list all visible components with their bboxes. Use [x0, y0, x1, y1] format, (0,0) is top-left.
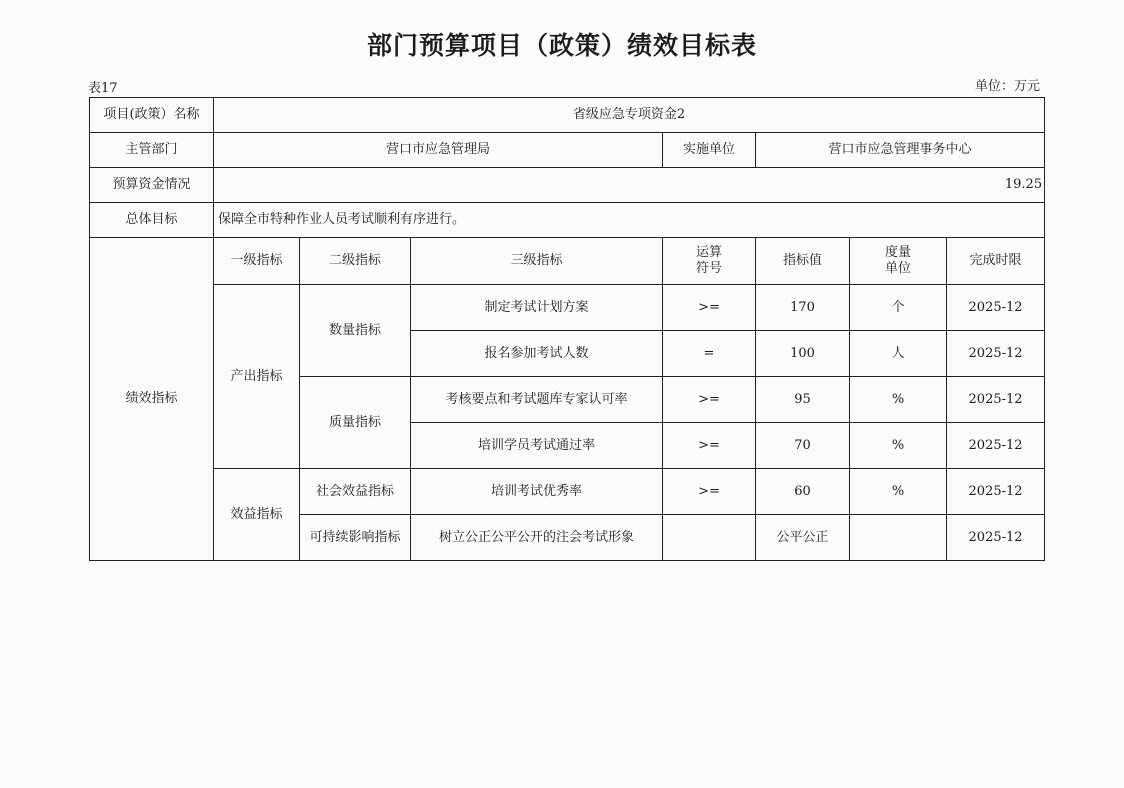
group-quantity: 数量指标	[300, 285, 411, 377]
header-deadline: 完成时限	[947, 238, 1045, 285]
budget-label: 预算资金情况	[90, 168, 214, 203]
header-operator-line2: 符号	[695, 261, 722, 276]
impl-unit-label: 实施单位	[663, 133, 756, 168]
indicator-unit: %	[850, 423, 947, 469]
indicator-unit	[850, 515, 947, 561]
goal-label: 总体目标	[90, 203, 214, 238]
header-level3: 三级指标	[411, 238, 663, 285]
unit-label: 单位：万元	[974, 79, 1040, 94]
indicator-header-row	[90, 238, 1045, 285]
indicator-value: 60	[756, 469, 850, 515]
budget-value: 19.25	[214, 168, 1045, 203]
indicator-unit: %	[850, 469, 947, 515]
indicator-name: 报名参加考试人数	[411, 331, 663, 377]
budget-row	[90, 168, 1045, 203]
project-label: 项目(政策）名称	[90, 98, 214, 133]
indicator-operator: >=	[663, 469, 756, 515]
header-level1: 一级指标	[214, 238, 300, 285]
indicator-unit: %	[850, 377, 947, 423]
indicator-operator: >=	[663, 285, 756, 331]
header-value: 指标值	[756, 238, 850, 285]
indicator-unit: 人	[850, 331, 947, 377]
header-unit-line2: 单位	[884, 261, 911, 276]
header-operator-line1: 运算	[695, 245, 722, 260]
page-title: 部门预算项目（政策）绩效目标表	[366, 31, 757, 60]
indicator-value: 公平公正	[756, 515, 850, 561]
indicator-name: 树立公正公平公开的注会考试形象	[411, 515, 663, 561]
indicator-value: 100	[756, 331, 850, 377]
table-row	[90, 469, 1045, 515]
header-unit-line1: 度量	[884, 245, 911, 260]
indicator-name: 培训学员考试通过率	[411, 423, 663, 469]
indicator-value: 170	[756, 285, 850, 331]
indicator-value: 70	[756, 423, 850, 469]
indicator-name: 制定考试计划方案	[411, 285, 663, 331]
indicator-name: 考核要点和考试题库专家认可率	[411, 377, 663, 423]
indicator-unit: 个	[850, 285, 947, 331]
goal-value: 保障全市特种作业人员考试顺利有序进行。	[214, 203, 1045, 238]
indicator-name: 培训考试优秀率	[411, 469, 663, 515]
indicator-value: 95	[756, 377, 850, 423]
group-sustain: 可持续影响指标	[300, 515, 411, 561]
group-output: 产出指标	[214, 285, 300, 469]
group-social: 社会效益指标	[300, 469, 411, 515]
indicator-deadline: 2025-12	[947, 515, 1045, 561]
dept-label: 主管部门	[90, 133, 214, 168]
indicator-operator: >=	[663, 377, 756, 423]
group-quality: 质量指标	[300, 377, 411, 469]
indicator-operator: >=	[663, 423, 756, 469]
dept-value: 营口市应急管理局	[214, 133, 663, 168]
project-name: 省级应急专项资金2	[214, 98, 1045, 133]
department-row	[90, 133, 1045, 168]
indicator-deadline: 2025-12	[947, 377, 1045, 423]
indicator-deadline: 2025-12	[947, 423, 1045, 469]
impl-unit-value: 营口市应急管理事务中心	[756, 133, 1045, 168]
group-benefit: 效益指标	[214, 469, 300, 561]
indicator-operator	[663, 515, 756, 561]
header-unit	[850, 238, 947, 285]
table-number: 表17	[88, 81, 118, 96]
indicator-deadline: 2025-12	[947, 285, 1045, 331]
goal-row	[90, 203, 1045, 238]
indicator-deadline: 2025-12	[947, 331, 1045, 377]
perf-label: 绩效指标	[90, 238, 214, 561]
performance-table	[89, 97, 1045, 561]
header-level2: 二级指标	[300, 238, 411, 285]
indicator-operator: =	[663, 331, 756, 377]
table-row	[90, 285, 1045, 331]
project-row	[90, 98, 1045, 133]
header-operator	[663, 238, 756, 285]
indicator-deadline: 2025-12	[947, 469, 1045, 515]
